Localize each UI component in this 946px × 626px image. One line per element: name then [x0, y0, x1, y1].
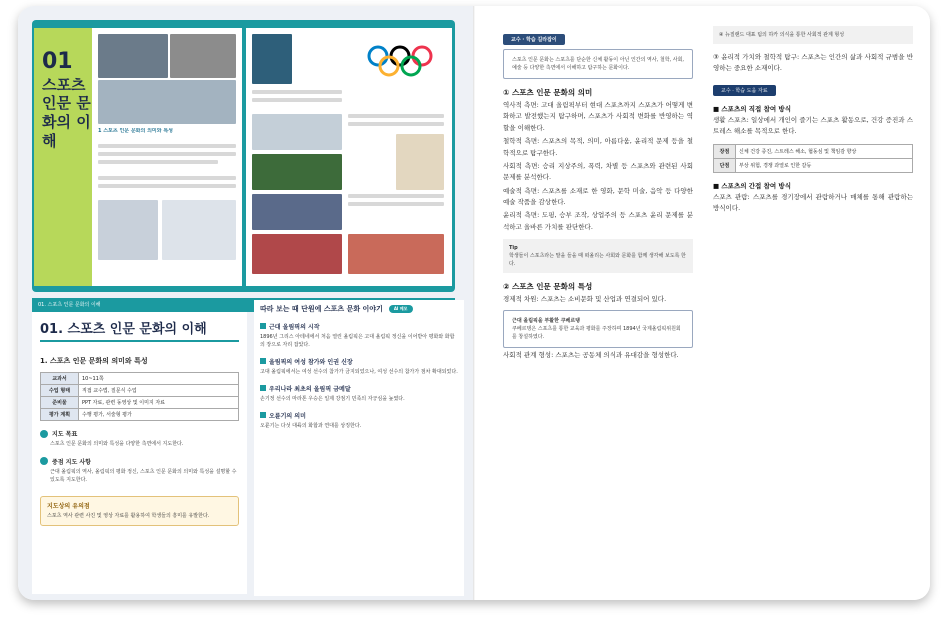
section-heading: ① 스포츠 인문 문화의 의미: [503, 88, 593, 97]
text-block: [98, 152, 236, 156]
goal-section: [40, 429, 239, 438]
thumbnail-section-label: 1 스포츠 인문 문화의 의미와 특성: [98, 128, 173, 134]
table-label: 교과서: [41, 373, 79, 385]
photo-coubertin: [396, 134, 444, 190]
story-column: [254, 300, 464, 596]
text-block: [98, 160, 218, 164]
point-text: 근대 올림픽의 역사, 올림픽의 평화 정신, 스포츠 인문 문화의 의미와 특성을 설명할 수 있도록 지도한다.: [50, 468, 237, 483]
info-box-heading: 근대 올림픽을 부활한 쿠베르탱: [512, 317, 581, 324]
right-page: [475, 6, 930, 600]
photo-stadium: [252, 114, 342, 150]
section-item: 예술적 측면: 스포츠를 소재로 한 영화, 문학 미술, 음악 등 다양한 예술 작품을 감상한다.: [503, 186, 693, 206]
guide-tag: 교수 · 학습 길라잡이: [503, 34, 565, 45]
story-title: [260, 304, 458, 314]
resource-heading: ■ 스포츠의 간접 참여 방식: [713, 181, 791, 190]
section-item: 사회적 관계 형성: 스포츠는 공동체 의식과 유대감을 형성한다.: [503, 350, 679, 359]
haka-box: ④ 뉴질랜드 대표 팀의 하카 의식을 통한 사회적 관계 형성: [713, 26, 913, 44]
unit-title: 01 스포츠 인문 문화의 이해: [42, 49, 91, 150]
photo-team-korea: [348, 234, 444, 274]
table-label: 준비물: [41, 397, 79, 409]
section-item: 윤리적 측면: 도핑, 승부 조작, 상업주의 등 스포츠 윤리 문제를 분석하고 올바른 가치를 판단한다.: [503, 211, 693, 231]
tip-box: [503, 239, 693, 273]
figure-box: [162, 200, 236, 260]
info-box-text: 쿠베르탱은 스포츠를 통한 교육과 평화를 주장하며 1894년 국제올림픽위원회를 창설하였다.: [512, 325, 681, 340]
resource-text: 생활 스포츠: 일상에서 개인이 즐기는 스포츠 활동으로, 건강 증진과 스트레스 해소를 목적으로 한다.: [713, 115, 913, 136]
table-value: 수행 평가, 서술형 평가: [79, 409, 239, 421]
lesson-title: 01. 스포츠 인문 문화의 이해: [40, 318, 239, 342]
story-text: 고대 올림픽에서는 여성 선수의 참가가 금지되었으나, 여성 선수의 참가가 점차 확대되었다.: [260, 369, 458, 375]
tip-text: 학생들이 스포츠라는 말을 들을 때 떠올리는 사회와 문화를 함께 생각해 보도록 한다.: [509, 253, 686, 268]
table-value: 부상 위험, 경쟁 과열로 인한 갈등: [736, 158, 913, 172]
text-block: [98, 144, 236, 148]
text-block: [348, 194, 444, 198]
story-topic: 올림픽의 여성 참가와 인권 신장: [260, 357, 458, 366]
table-label: 단점: [714, 158, 736, 172]
left-page: [18, 6, 475, 600]
resource-tag: 교수 · 학습 도움 자료: [713, 85, 776, 96]
text-block: [252, 90, 342, 94]
section-heading: ② 스포츠 인문 문화의 특성: [503, 282, 593, 292]
story-text: 손기정 선수의 마라톤 우승은 일제 강점기 민족의 자긍심을 높였다.: [260, 396, 405, 402]
thumbnail-page-left: [34, 28, 242, 286]
pros-cons-table: [713, 144, 913, 173]
guide-intro-box: 스포츠 인문 문화는 스포츠를 단순한 신체 활동이 아닌 인간의 역사, 철학, 사회, 예술 등 다양한 측면에서 이해하고 탐구하는 문화이다.: [503, 49, 693, 79]
photo-crowd: [252, 194, 342, 230]
table-value: 10~11쪽: [79, 373, 239, 385]
table-value: 신체 건강 증진, 스트레스 해소, 협동심 및 책임감 향상: [736, 144, 913, 158]
table-label: 평가 계획: [41, 409, 79, 421]
figure-box: [98, 200, 158, 260]
tip-label: Tip: [509, 245, 518, 252]
photo-athlete: [252, 34, 292, 84]
story-text: 1896년 그리스 아테네에서 처음 열린 올림픽은 고대 올림픽 정신을 이어받아 평화와 화합의 장으로 자리 잡았다.: [260, 334, 455, 348]
text-block: [98, 184, 236, 188]
photo-runners: [98, 34, 168, 78]
target-icon: [40, 430, 48, 438]
story-text: 오륜기는 다섯 대륙의 화합과 연대를 상징한다.: [260, 423, 362, 429]
text-block: [348, 122, 444, 126]
caution-heading: 지도상의 유의점: [47, 503, 90, 511]
lesson-plan-column: [32, 312, 247, 594]
left-header-text: 01. 스포츠 인문 문화의 이해: [38, 302, 101, 308]
section-item: 사회적 측면: 승리 지상주의, 폭력, 차별 등 스포츠와 관련된 사회 문제를 분석한다.: [503, 161, 693, 182]
photo-athletes: [170, 34, 236, 78]
photo-team: [98, 80, 236, 124]
story-topic: 우리나라 최초의 올림픽 금메달: [260, 384, 458, 393]
info-box: [503, 310, 693, 348]
overview-heading: 1. 스포츠 인문 문화의 의미와 특성: [40, 357, 148, 365]
photo-ceremony: [252, 234, 342, 274]
table-label: 장점: [714, 144, 736, 158]
point-heading: 중점 지도 사항: [52, 458, 91, 466]
olympic-rings-icon: [366, 42, 446, 82]
section-item: 역사적 측면: 고대 올림픽부터 현대 스포츠까지 스포츠가 어떻게 변화하고 발전했는지 탐구하며, 스포츠가 사회적 변화를 반영하는 역할을 이해한다.: [503, 101, 693, 132]
section-item: 경제적 차원: 스포츠는 소비문화 및 산업과 연결되어 있다.: [503, 295, 667, 304]
textbook-thumbnail: [32, 20, 455, 292]
table-value: 직접 교수법, 질문식 수업: [79, 385, 239, 397]
section-item: 철학적 측면: 스포츠의 목적, 의미, 아름다움, 윤리적 문제 등을 철학적으로 탐구한다.: [503, 137, 693, 157]
caution-text: 스포츠 역사 관련 사진 및 영상 자료를 활용하여 학생들의 흥미를 유발한다.: [47, 513, 210, 520]
check-icon: [40, 457, 48, 465]
story-topic: 근대 올림픽의 시작: [260, 322, 458, 331]
story-badge: AI 메모: [389, 305, 413, 313]
text-block: [348, 114, 444, 118]
text-block: [98, 176, 236, 180]
resource-text: 스포츠 관람: 스포츠를 경기장에서 관람하거나 매체를 통해 관람하는 방식이다.: [713, 192, 913, 212]
goal-heading: 지도 목표: [52, 431, 78, 438]
resource-column: [713, 26, 913, 214]
table-label: 수업 형태: [41, 385, 79, 397]
text-block: [348, 202, 444, 206]
point-section: [40, 457, 239, 466]
caution-box: [40, 496, 239, 526]
story-topic: 오륜기의 의미: [260, 411, 458, 420]
text-block: [252, 98, 342, 102]
guide-column: [503, 26, 693, 361]
thumbnail-page-right: [246, 28, 452, 286]
textbook-spread: [18, 6, 930, 600]
goal-text: 스포츠 인문 문화의 의미와 특성을 다양한 측면에서 지도한다.: [50, 441, 184, 447]
story-title-text: 따라 보는 때 단원에 스포츠 문화 이야기: [260, 305, 383, 313]
section-item: ③ 윤리적 가치와 철학적 탐구: 스포츠는 인간의 삶과 사회적 규범을 반영하는 중요한 소재이다.: [713, 53, 913, 73]
resource-heading: ■ 스포츠의 직접 참여 방식: [713, 104, 791, 113]
table-value: PPT 자료, 관련 동영상 및 이미지 자료: [79, 397, 239, 409]
photo-field: [252, 154, 342, 190]
lesson-info-table: [40, 372, 239, 421]
